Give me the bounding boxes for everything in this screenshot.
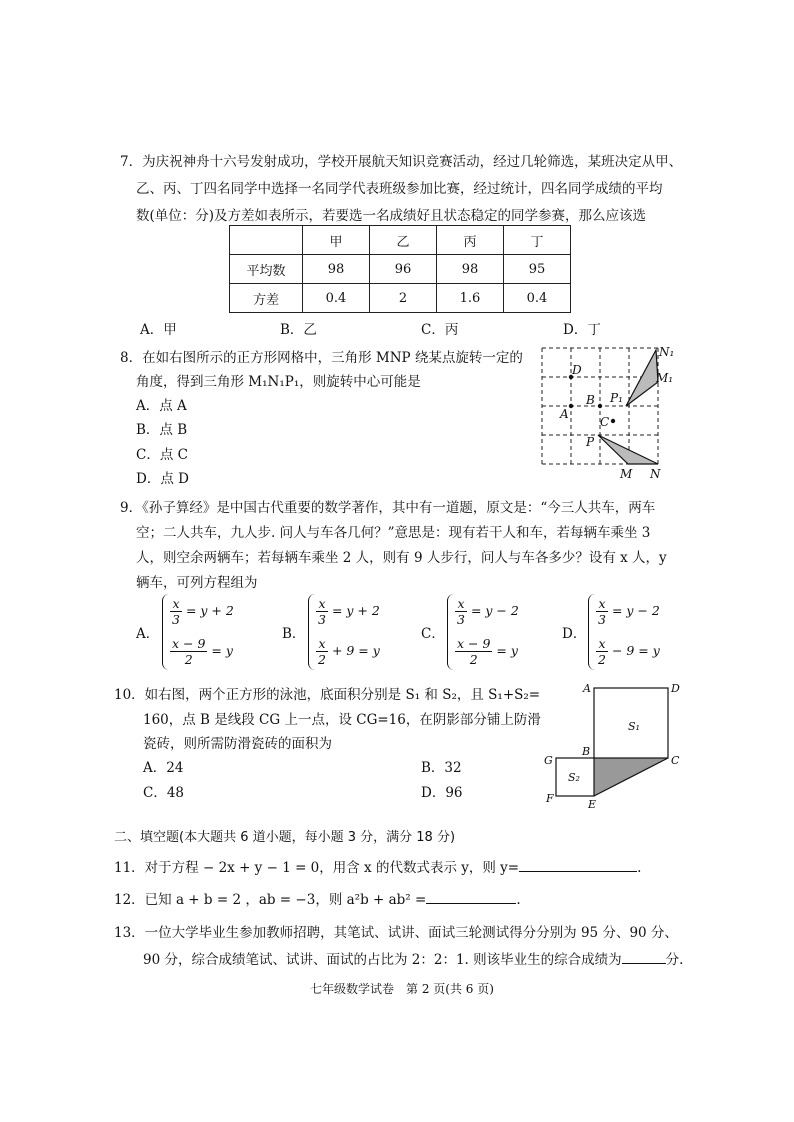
- numerator: x: [316, 636, 328, 652]
- numerator: x − 9: [457, 636, 491, 651]
- label-n: N: [650, 467, 661, 481]
- q8-line2: 角度，得到三角形 M₁N₁P₁，则旋转中心可能是: [136, 374, 421, 390]
- q10-option-b: B．32: [421, 760, 462, 776]
- table-cell: 98: [437, 255, 504, 284]
- label-m1: M₁: [656, 371, 674, 385]
- table-cell: 96: [370, 255, 437, 284]
- q11-suffix: .: [637, 860, 642, 876]
- q9-option-b-eq2: [316, 636, 380, 667]
- table-row: [230, 255, 571, 284]
- rhs: = y − 2: [470, 603, 519, 618]
- q9-option-d-letter: D．: [562, 626, 587, 642]
- q8-option-d: D．点 D: [136, 471, 189, 487]
- denominator: 3: [457, 612, 465, 627]
- rhs: = y − 2: [611, 603, 660, 618]
- q12-answer-blank[interactable]: [426, 903, 516, 904]
- q9-option-c-eq1: [455, 596, 519, 627]
- q8-option-b: B．点 B: [136, 422, 188, 438]
- table-header: 乙: [370, 226, 437, 255]
- label-d: D: [671, 682, 680, 695]
- label-c: C: [671, 754, 680, 767]
- q10-option-a: A．24: [143, 760, 184, 776]
- q7-line3: 数(单位：分)及方差如表所示，若要选一名成绩好且状态稳定的同学参赛，那么应该选: [136, 208, 647, 224]
- point-c: [611, 419, 615, 423]
- q9-line4: 辆车，可列方程组为: [136, 575, 258, 591]
- point-b: [598, 404, 602, 408]
- score-table: [229, 225, 571, 313]
- row-label: 平均数: [230, 255, 303, 284]
- rhs: + 9 = y: [331, 643, 380, 658]
- q13-suffix: 分.: [665, 952, 684, 968]
- q13-answer-blank[interactable]: [622, 963, 666, 964]
- q10-line1: 10．如右图，两个正方形的泳池，底面积分别是 S₁ 和 S₂，且 S₁+S₂=: [114, 687, 541, 703]
- q9-option-a-eq1: [170, 596, 234, 627]
- q9-option-c-eq2: [455, 636, 518, 667]
- q11-answer-blank[interactable]: [519, 871, 637, 872]
- denominator: 2: [184, 652, 193, 667]
- label-f: F: [546, 792, 554, 805]
- brace: [162, 594, 169, 670]
- brace: [588, 594, 595, 670]
- denominator: 2: [469, 652, 478, 667]
- label-e: E: [588, 798, 597, 811]
- table-corner: [230, 226, 303, 255]
- label-b: B: [586, 393, 595, 407]
- label-b: B: [582, 745, 591, 758]
- q12-text: 12．已知 a + b = 2 ，ab = −3，则 a²b + ab² =: [114, 892, 427, 908]
- denominator: 3: [598, 612, 606, 627]
- q8-option-a: A．点 A: [136, 398, 187, 414]
- q9-option-d-eq2: [596, 636, 660, 667]
- label-n1: N₁: [659, 345, 675, 359]
- q7-line2: 乙、丙、丁四名同学中选择一名同学代表班级参加比赛，经过统计，四名同学成绩的平均: [136, 181, 663, 197]
- table-cell: 1.6: [437, 284, 504, 313]
- q7-option-c: C．丙: [421, 322, 459, 338]
- label-p: P: [586, 435, 595, 449]
- q8-line1: 8．在如右图所示的正方形网格中，三角形 MNP 绕某点旋转一定的: [120, 350, 523, 366]
- q8-option-c: C．点 C: [136, 447, 188, 463]
- q13-line1: 13．一位大学毕业生参加教师招聘，其笔试、试讲、面试三轮测试得分分别为 95 分、90 分、: [114, 925, 678, 941]
- table-header-row: [230, 226, 571, 255]
- q10-line3: 瓷砖，则所需防滑瓷砖的面积为: [143, 736, 332, 752]
- q9-line1: 9．《孙子算经》是中国古代重要的数学著作，其中有一道题，原文是：“今三人共车，两车: [120, 500, 656, 516]
- table-cell: 95: [504, 255, 571, 284]
- label-s1: S₁: [628, 720, 640, 733]
- numerator: x − 9: [172, 636, 206, 651]
- numerator: x: [316, 596, 328, 612]
- q9-line2: 空；二人共车，九人步. 问人与车各几何？”意思是：现有若干人和车，若每辆车乘坐 3: [136, 525, 651, 541]
- label-c: C: [600, 415, 610, 429]
- numerator: x: [455, 596, 467, 612]
- q13-text: 90 分，综合成绩笔试、试讲、面试的占比为 2：2：1. 则该毕业生的综合成绩为: [143, 952, 622, 968]
- q12-suffix: .: [516, 892, 521, 908]
- rhs: = y + 2: [331, 603, 380, 618]
- row-label: 方差: [230, 284, 303, 313]
- section-2-heading: 二、填空题(本大题共 6 道小题，每小题 3 分，满分 18 分): [114, 830, 456, 845]
- rotation-grid-figure: [532, 342, 675, 482]
- denominator: 3: [318, 612, 326, 627]
- point-a: [569, 404, 573, 408]
- label-p1: P₁: [610, 391, 623, 405]
- label-m: M: [620, 467, 633, 481]
- table-cell: 2: [370, 284, 437, 313]
- denominator: 3: [172, 612, 180, 627]
- q10-option-c: C．48: [143, 785, 185, 801]
- q9-option-b-eq1: [316, 596, 380, 627]
- numerator: x: [596, 636, 608, 652]
- rhs: = y: [496, 643, 518, 658]
- q12: [114, 888, 521, 908]
- q9-line3: 人，则空余两辆车；若每辆车乘坐 2 人，则有 9 人步行，问人与车各多少？设有 x 人，y: [136, 550, 667, 566]
- page-footer: 七年级数学试卷 第 2 页(共 6 页): [310, 982, 494, 996]
- table-cell: 98: [303, 255, 370, 284]
- rhs: = y: [211, 643, 233, 658]
- brace: [447, 594, 454, 670]
- q13-line2: [143, 948, 683, 968]
- table-header: 丁: [504, 226, 571, 255]
- triangle-m1n1p1: [626, 350, 658, 406]
- q11-text: 11．对于方程 − 2x + y − 1 = 0，用含 x 的代数式表示 y，则 y=: [114, 860, 520, 876]
- q9-option-a-eq2: [170, 636, 233, 667]
- q9-option-d-eq1: [596, 596, 660, 627]
- table-row: [230, 284, 571, 313]
- q10-line2: 160，点 B 是线段 CG 上一点，设 CG=16，在阴影部分铺上防滑: [143, 712, 541, 728]
- brace: [308, 594, 315, 670]
- q7-line1: 7．为庆祝神舟十六号发射成功，学校开展航天知识竞赛活动，经过几轮筛选，某班决定从甲、: [120, 154, 683, 170]
- table-cell: 0.4: [504, 284, 571, 313]
- label-a: A: [583, 682, 591, 695]
- q10-option-d: D．96: [421, 785, 463, 801]
- rhs: − 9 = y: [611, 643, 660, 658]
- label-d: D: [572, 363, 582, 377]
- label-s2: S₂: [568, 771, 580, 784]
- numerator: x: [596, 596, 608, 612]
- q9-option-c-letter: C．: [421, 626, 445, 642]
- denominator: 2: [318, 652, 326, 667]
- table-cell: 0.4: [303, 284, 370, 313]
- rhs: = y + 2: [185, 603, 234, 618]
- q7-option-a: A．甲: [140, 322, 177, 338]
- table-header: 丙: [437, 226, 504, 255]
- q7-option-b: B．乙: [280, 322, 317, 338]
- q11: [114, 856, 641, 876]
- label-g: G: [544, 754, 553, 767]
- denominator: 2: [598, 652, 606, 667]
- triangle-mnp: [598, 435, 658, 464]
- table-header: 甲: [303, 226, 370, 255]
- label-a: A: [560, 407, 569, 421]
- q9-option-b-letter: B．: [282, 626, 306, 642]
- pool-squares-figure: [538, 680, 688, 810]
- numerator: x: [170, 596, 182, 612]
- q9-option-a-letter: A．: [136, 626, 160, 642]
- q7-option-d: D．丁: [563, 322, 601, 338]
